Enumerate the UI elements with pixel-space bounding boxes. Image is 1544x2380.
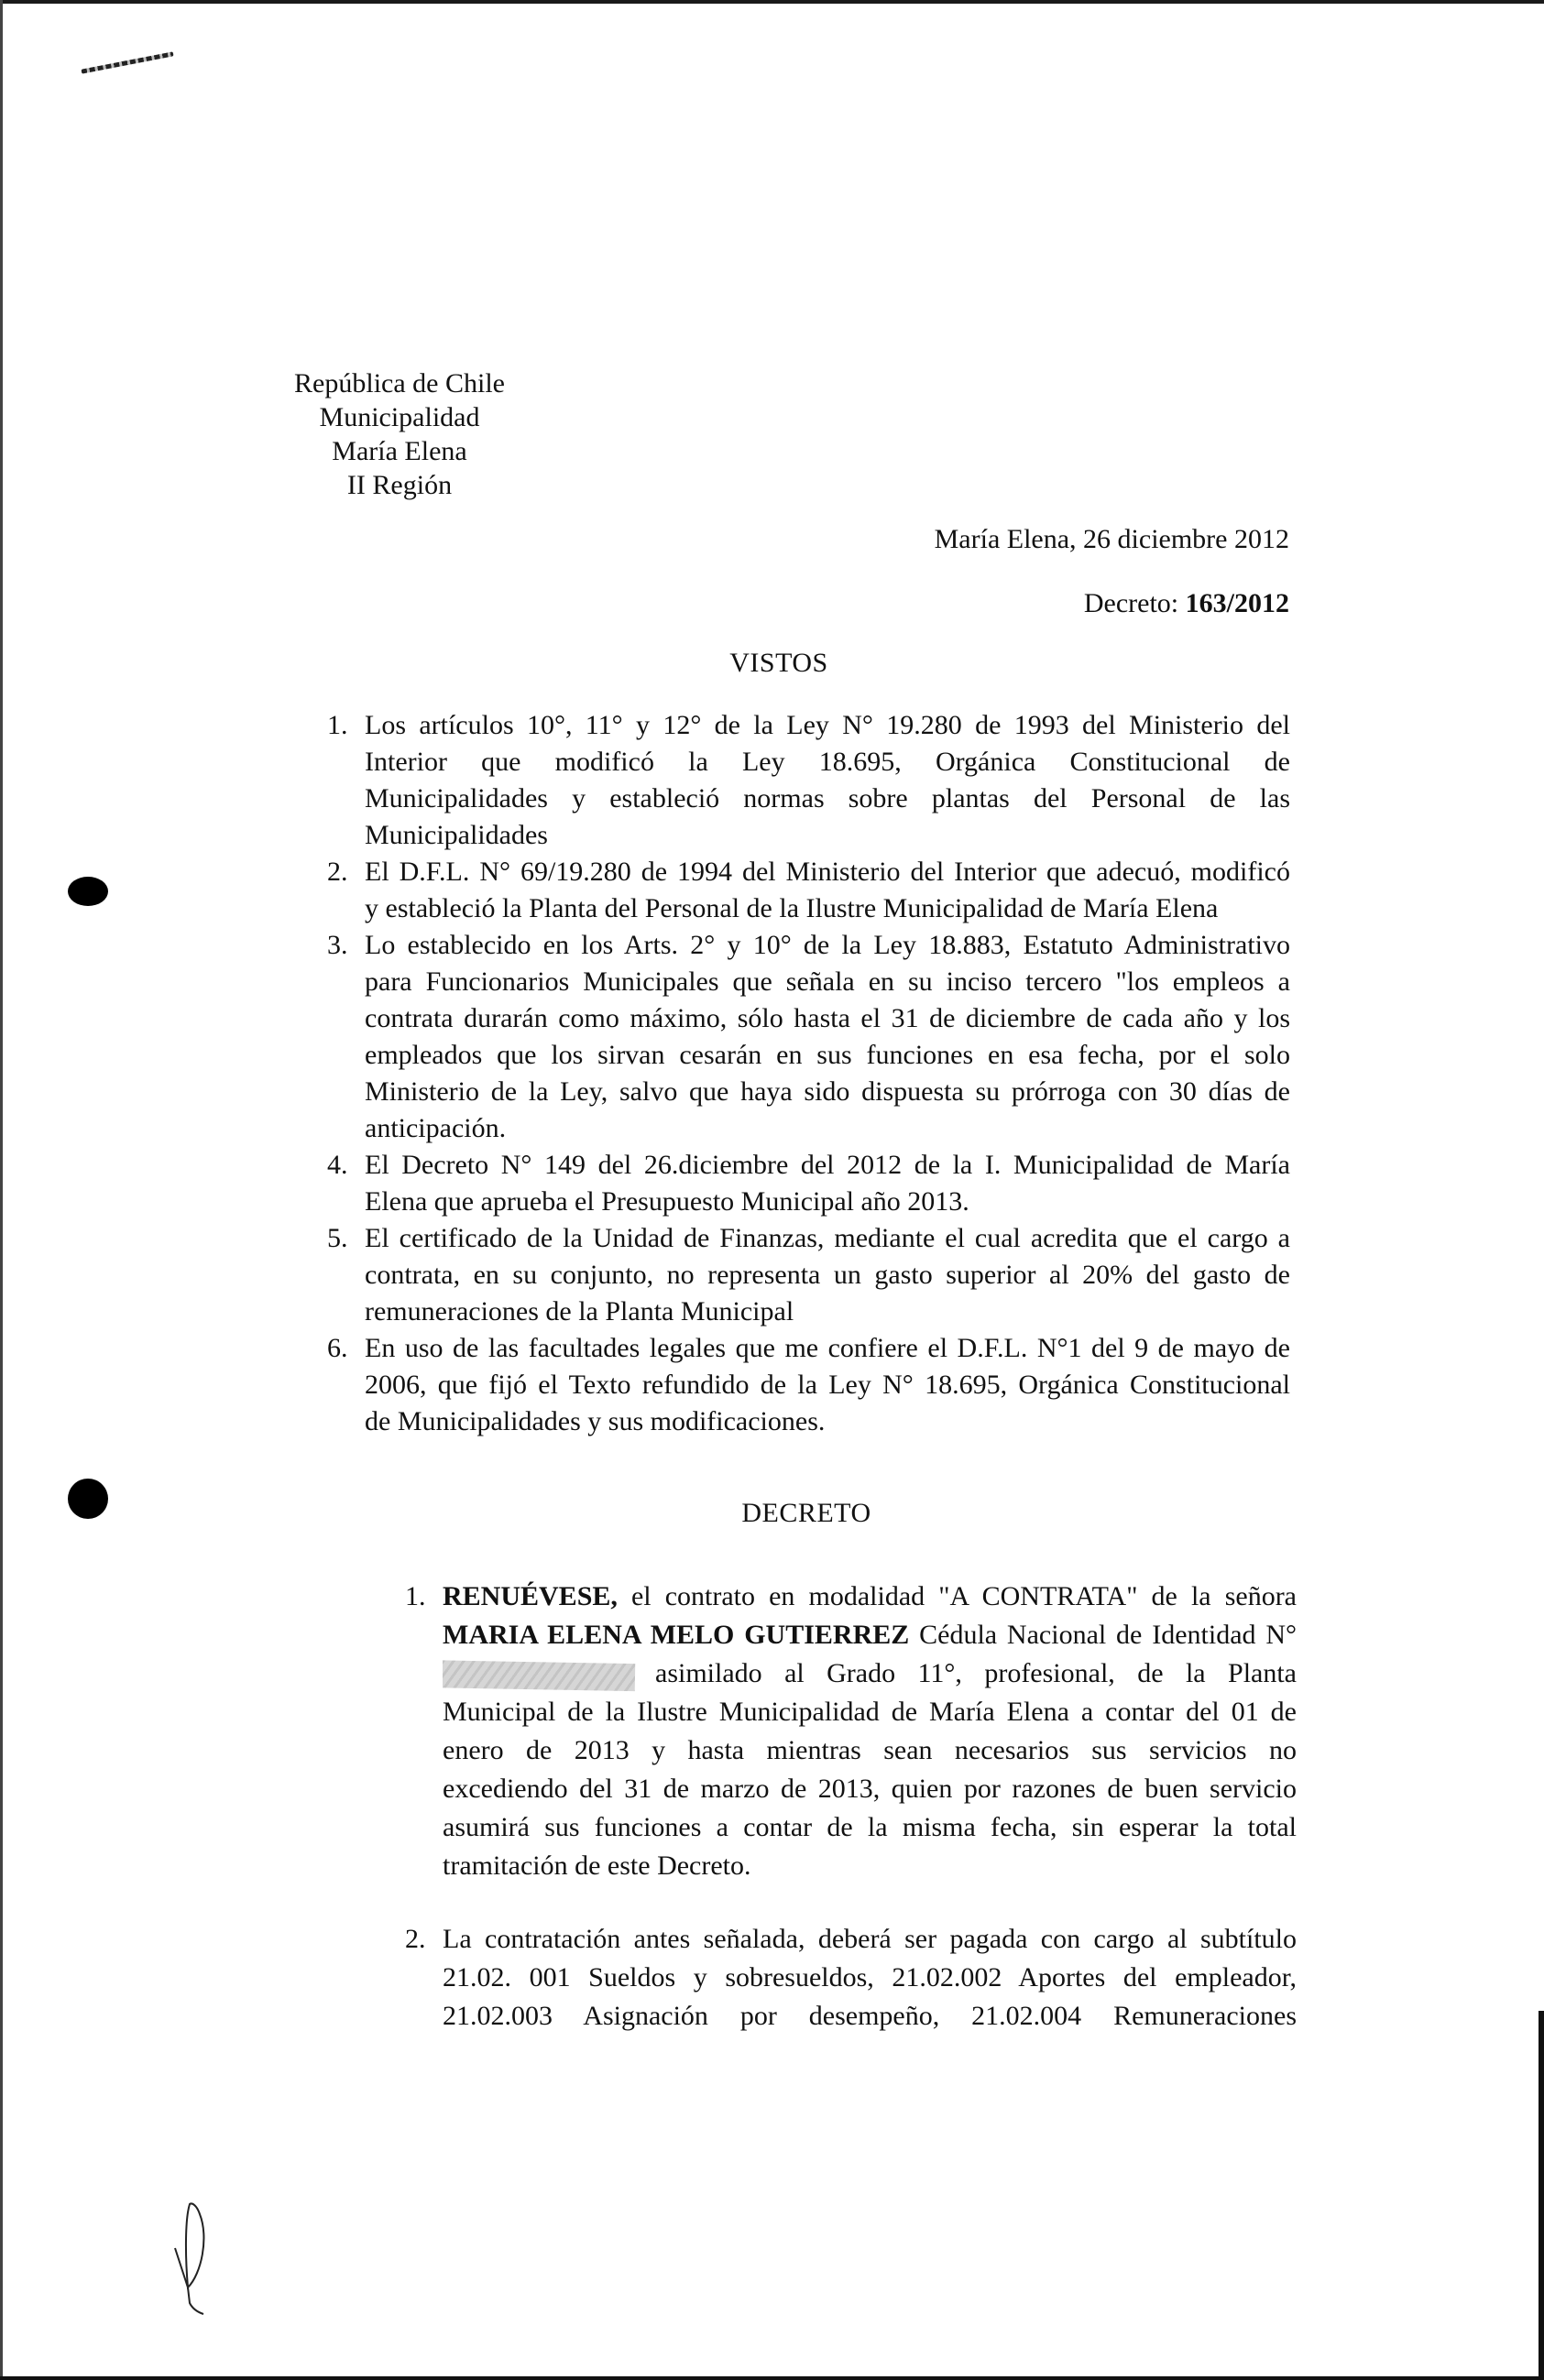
text-line: En uso de las facultades legales que me confiere el D.F.L. N°1 del 9 de mayo de bbox=[365, 1333, 1290, 1363]
text-line: Ministerio de la Ley, salvo que haya sido dispuesta su prórroga con 30 días de bbox=[365, 1076, 1290, 1107]
text-line: tramitación de este Decreto. bbox=[443, 1851, 751, 1881]
employee-name: MARIA ELENA MELO GUTIERREZ bbox=[443, 1620, 910, 1650]
letterhead-line: República de Chile bbox=[294, 368, 505, 398]
renuevese-keyword: RENUÉVESE, bbox=[443, 1581, 618, 1611]
text-line: La contratación antes señalada, deberá ser pagada con cargo al subtítulo bbox=[443, 1924, 1297, 1954]
text-line bbox=[443, 1616, 1297, 1654]
item-number: 2. bbox=[405, 1924, 426, 1954]
vistos-item bbox=[327, 1330, 1290, 1440]
text-line: y estableció la Planta del Personal de la Ilustre Municipalidad de María Elena bbox=[365, 893, 1219, 923]
text-line: El certificado de la Unidad de Finanzas, mediante el cual acredita que el cargo a bbox=[365, 1223, 1290, 1253]
letterhead-line: Municipalidad bbox=[319, 402, 480, 432]
text-line: Interior que modificó la Ley 18.695, Orgánica Constitucional de bbox=[365, 747, 1290, 777]
text-line: de Municipalidades y sus modificaciones. bbox=[365, 1406, 826, 1436]
text-line bbox=[443, 1578, 1297, 1616]
decreto-title: DECRETO bbox=[741, 1498, 871, 1528]
scan-edge-top bbox=[0, 0, 1544, 4]
letterhead-line: María Elena bbox=[332, 436, 467, 466]
text-line: para Funcionarios Municipales que señala en su inciso tercero "los empleos a bbox=[365, 966, 1290, 997]
decreto-item bbox=[405, 1920, 1297, 2036]
text-line: contrata durarán como máximo, sólo hasta el 31 de diciembre de cada año y los bbox=[365, 1003, 1290, 1033]
text-line: remuneraciones de la Planta Municipal bbox=[365, 1296, 794, 1326]
initials-signature bbox=[174, 2200, 229, 2320]
text-line: excediendo del 31 de marzo de 2013, quien por razones de buen servicio bbox=[443, 1774, 1297, 1804]
decreto-number-label: Decreto: bbox=[1083, 588, 1179, 618]
vistos-item bbox=[327, 854, 1290, 927]
scan-edge-right bbox=[1539, 2011, 1544, 2380]
item-number: 2. bbox=[327, 857, 348, 887]
redacted-id-number bbox=[443, 1660, 635, 1691]
text-line: contrata, en su conjunto, no representa un gasto superior al 20% del gasto de bbox=[365, 1260, 1290, 1290]
scan-edge-left bbox=[0, 0, 3, 2380]
text-segment: asimilado al Grado 11°, profesional, de la Planta bbox=[655, 1658, 1297, 1688]
text-line: 21.02.003 Asignación por desempeño, 21.02.004 Remuneraciones bbox=[443, 2001, 1297, 2031]
text-segment: el contrato en modalidad "A CONTRATA" de la señora bbox=[617, 1581, 1297, 1611]
text-line: 2006, que fijó el Texto refundido de la Ley N° 18.695, Orgánica Constitucional bbox=[365, 1370, 1290, 1400]
letterhead bbox=[262, 366, 537, 502]
vistos-item bbox=[327, 927, 1290, 1147]
text-line: Municipal de la Ilustre Municipalidad de María Elena a contar del 01 de bbox=[443, 1697, 1297, 1727]
text-line: Municipalidades bbox=[365, 820, 548, 850]
vistos-item bbox=[327, 1220, 1290, 1330]
item-number: 1. bbox=[327, 710, 348, 740]
text-line: Los artículos 10°, 11° y 12° de la Ley N° 19.280 de 1993 del Ministerio del bbox=[365, 710, 1290, 740]
text-segment: Cédula Nacional de Identidad N° bbox=[909, 1620, 1297, 1650]
staple-mark bbox=[81, 51, 173, 73]
text-line: El D.F.L. N° 69/19.280 de 1994 del Ministerio del Interior que adecuó, modificó bbox=[365, 857, 1290, 887]
item-number: 4. bbox=[327, 1150, 348, 1180]
text-line bbox=[443, 1654, 1297, 1693]
decreto-number bbox=[1084, 588, 1289, 619]
text-line: Elena que aprueba el Presupuesto Municipal año 2013. bbox=[365, 1186, 969, 1217]
vistos-item bbox=[327, 1147, 1290, 1220]
item-number: 6. bbox=[327, 1333, 348, 1363]
decreto-list bbox=[405, 1578, 1297, 2036]
text-line: Municipalidades y estableció normas sobre plantas del Personal de las bbox=[365, 783, 1290, 813]
text-line: empleados que los sirvan cesarán en sus funciones en esa fecha, por el solo bbox=[365, 1040, 1290, 1070]
decreto-item bbox=[405, 1578, 1297, 1885]
vistos-item bbox=[327, 707, 1290, 854]
punch-hole bbox=[68, 1479, 108, 1519]
text-line: anticipación. bbox=[365, 1113, 507, 1143]
date-line: María Elena, 26 diciembre 2012 bbox=[934, 524, 1289, 554]
decreto-number-value: 163/2012 bbox=[1185, 588, 1289, 618]
vistos-list bbox=[327, 707, 1290, 1440]
text-line: 21.02. 001 Sueldos y sobresueldos, 21.02.002 Aportes del empleador, bbox=[443, 1962, 1297, 1992]
text-line: enero de 2013 y hasta mientras sean necesarios sus servicios no bbox=[443, 1735, 1297, 1765]
text-line: Lo establecido en los Arts. 2° y 10° de la Ley 18.883, Estatuto Administrativo bbox=[365, 930, 1290, 960]
item-number: 5. bbox=[327, 1223, 348, 1253]
vistos-title: VISTOS bbox=[729, 648, 828, 678]
scan-edge-bottom bbox=[0, 2376, 1544, 2380]
letterhead-line: II Región bbox=[346, 470, 453, 500]
item-number: 3. bbox=[327, 930, 348, 960]
text-line: asumirá sus funciones a contar de la misma fecha, sin esperar la total bbox=[443, 1812, 1297, 1842]
punch-hole bbox=[68, 877, 108, 906]
text-line: El Decreto N° 149 del 26.diciembre del 2012 de la I. Municipalidad de María bbox=[365, 1150, 1290, 1180]
item-number: 1. bbox=[405, 1581, 426, 1611]
